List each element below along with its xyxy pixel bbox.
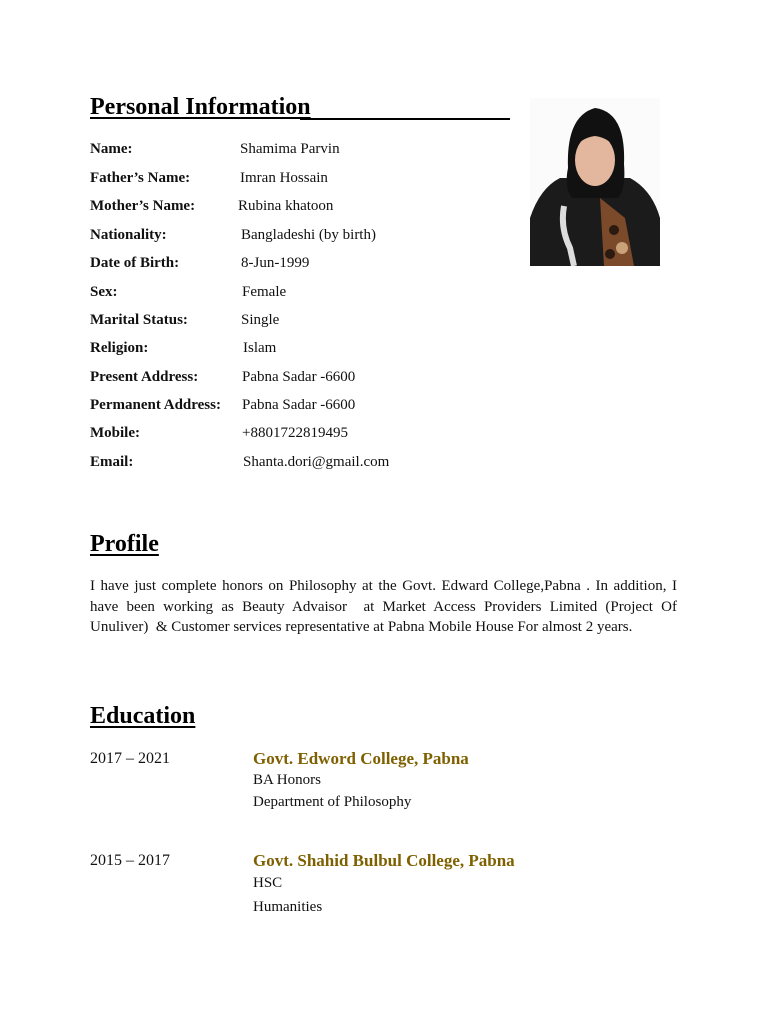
education-institution: Govt. Shahid Bulbul College, Pabna bbox=[253, 851, 515, 870]
education-years: 2015 – 2017 bbox=[90, 852, 170, 869]
info-value: +8801722819495 bbox=[242, 425, 348, 441]
info-label: Present Address: bbox=[90, 369, 199, 385]
profile-photo-image bbox=[530, 98, 660, 266]
info-value: Bangladeshi (by birth) bbox=[241, 227, 376, 243]
info-label: Date of Birth: bbox=[90, 255, 180, 271]
info-label: Email: bbox=[90, 454, 134, 470]
info-label: Marital Status: bbox=[90, 312, 188, 328]
info-value: Pabna Sadar -6600 bbox=[242, 369, 356, 385]
info-value: Pabna Sadar -6600 bbox=[242, 397, 356, 413]
info-label: Permanent Address: bbox=[90, 397, 221, 413]
info-value: Islam bbox=[243, 340, 277, 356]
profile-heading: Profile bbox=[90, 531, 159, 557]
education-heading: Education bbox=[90, 703, 196, 729]
education-degree: BA Honors bbox=[253, 772, 321, 788]
info-value: Female bbox=[242, 284, 287, 300]
info-value: Rubina khatoon bbox=[238, 198, 334, 214]
education-department: Department of Philosophy bbox=[253, 794, 412, 810]
info-label: Nationality: bbox=[90, 227, 167, 243]
education-years: 2017 – 2021 bbox=[90, 750, 170, 767]
education-institution: Govt. Edword College, Pabna bbox=[253, 749, 469, 768]
info-label: Mother’s Name: bbox=[90, 198, 196, 214]
info-value: Shanta.dori@gmail.com bbox=[243, 454, 390, 470]
info-value: Imran Hossain bbox=[240, 170, 328, 186]
heading-rule bbox=[300, 118, 510, 120]
profile-paragraph: I have just complete honors on Philosophy at the Govt. Edward College,Pabna . In addition, I have been working as Beauty Advaisor at Market Access Providers Limited (Project Of Unuliver) & Customer services representative at Pabna Mobile House For almost 2 years. bbox=[90, 578, 681, 635]
profile-photo bbox=[530, 98, 660, 266]
education-degree: HSC bbox=[253, 875, 283, 891]
info-label: Religion: bbox=[90, 340, 149, 356]
info-label: Mobile: bbox=[90, 425, 140, 441]
info-value: 8-Jun-1999 bbox=[241, 255, 310, 271]
info-value: Shamima Parvin bbox=[240, 141, 340, 157]
info-value: Single bbox=[241, 312, 280, 328]
info-label: Father’s Name: bbox=[90, 170, 191, 186]
info-label: Name: bbox=[90, 141, 133, 157]
education-department: Humanities bbox=[253, 899, 323, 915]
personal-information-heading: Personal Information bbox=[90, 94, 311, 120]
info-label: Sex: bbox=[90, 284, 118, 300]
